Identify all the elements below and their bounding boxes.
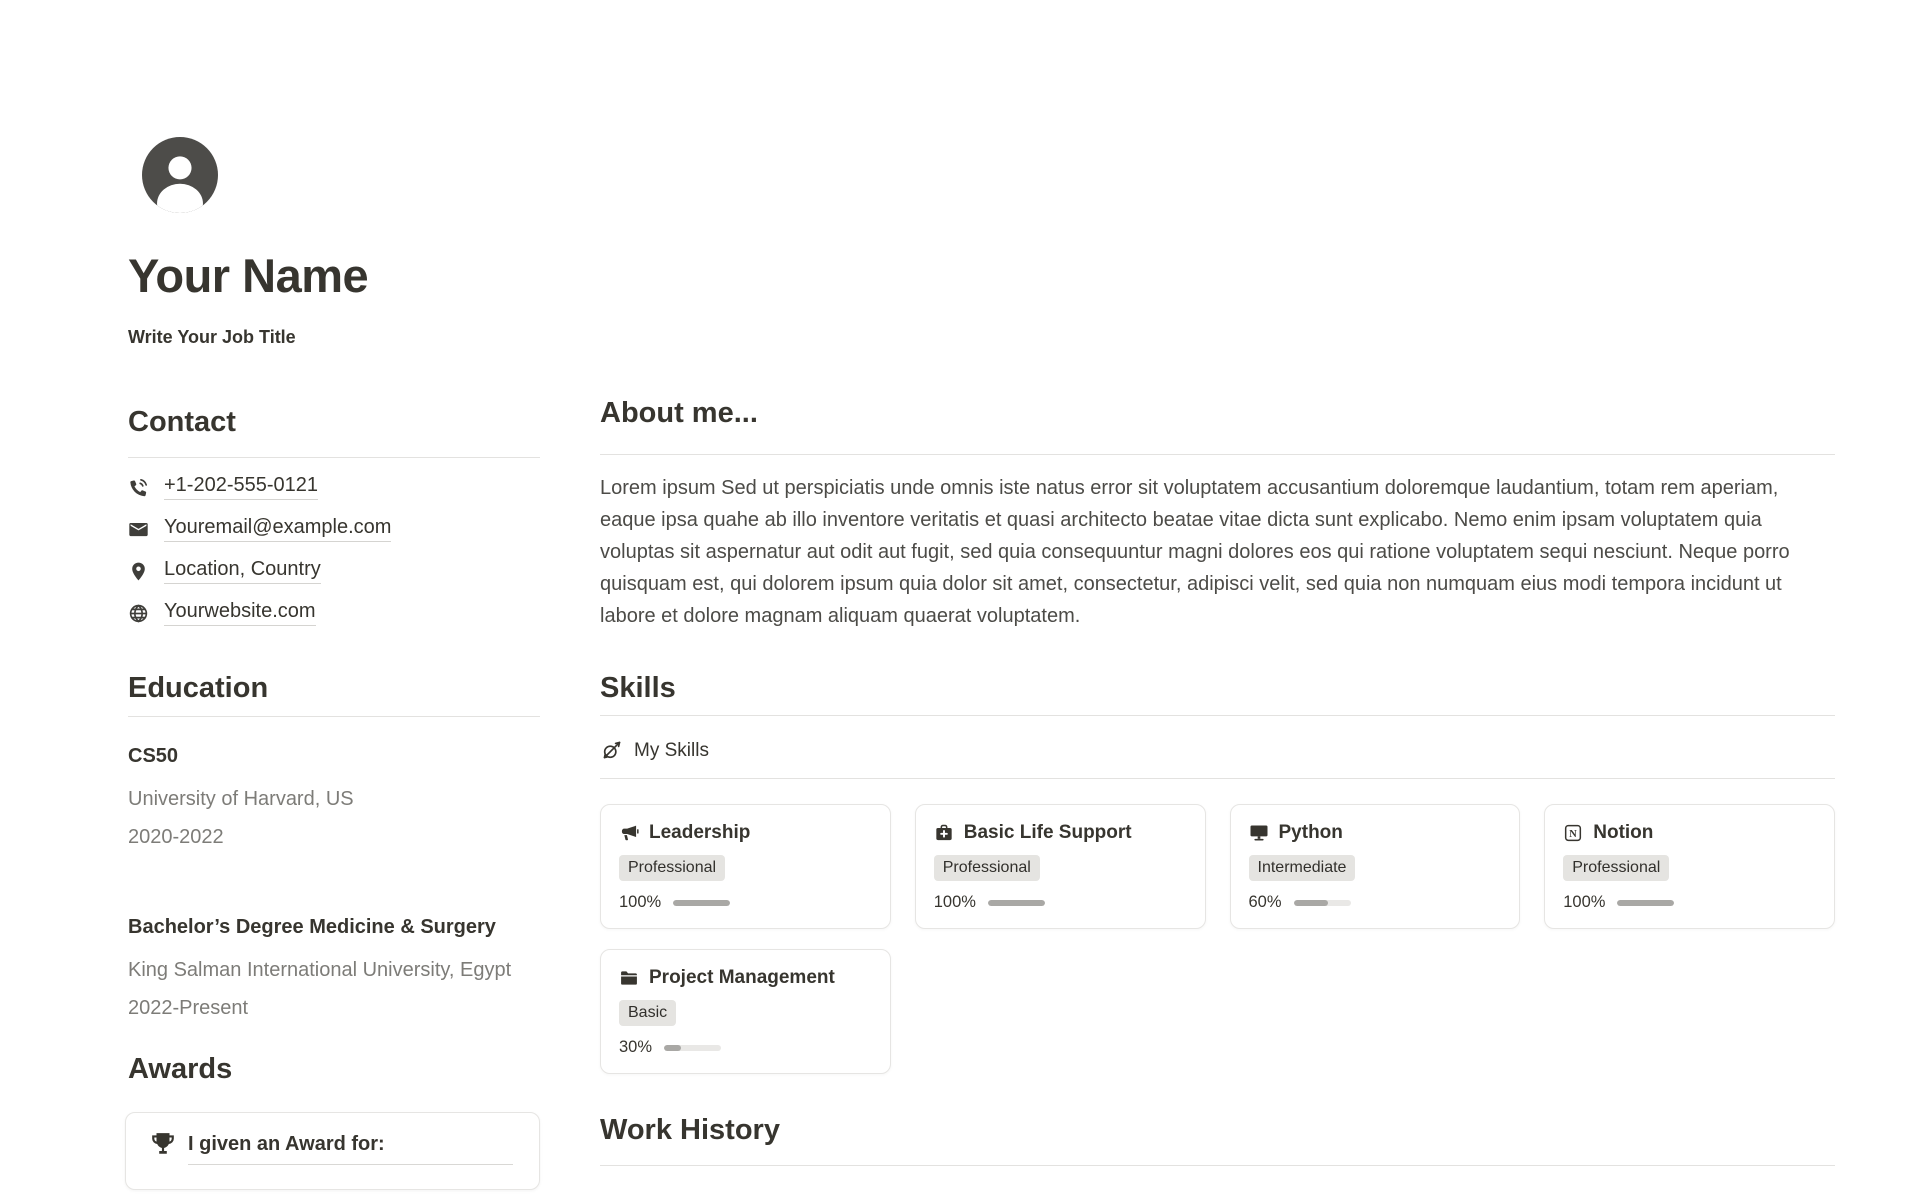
education-dates: 2022-Present (128, 997, 249, 1019)
skill-card[interactable] (915, 804, 1206, 929)
skill-title-row (619, 821, 872, 845)
about-text: Lorem ipsum Sed ut perspiciatis unde omnis iste natus error sit voluptatem accusantium doloremque laudantium, totam rem aperiam, eaque ipsa quahe ab illo inventore veritatis et quasi architecto beatae vitae dicta sunt explicabo. Nemo enim ipsam voluptatem quia voluptas sit aspernatur aut odit aut fugit, sed quia consequuntur magni dolores eos qui ratione voluptatem sequi nesciunt. Neque porro quisquam est, qui dolorem ipsum quia dolor sit amet, consectetur, adipisci velit, sed quia non numquam eius modi tempora incidunt ut labore et dolore magnam aliquam quaerat voluptatem. (600, 477, 1790, 627)
skill-percent-row (619, 893, 872, 912)
megaphone-icon (619, 823, 639, 843)
skill-title-row (619, 966, 872, 990)
skill-card[interactable] (600, 804, 891, 929)
skill-name: Python (1278, 822, 1343, 843)
skill-card[interactable] (600, 949, 891, 1074)
education-school: University of Harvard, US (128, 788, 354, 810)
education-degree: Bachelor’s Degree Medicine & Surgery (128, 916, 496, 938)
divider (600, 454, 1835, 455)
skills-heading: Skills (600, 672, 676, 704)
left-column (128, 137, 540, 1190)
trophy-icon (150, 1131, 176, 1157)
progress-bar (664, 1045, 721, 1051)
skill-name: Project Management (649, 967, 835, 988)
about-heading: About me... (600, 397, 758, 429)
skill-percent-row (619, 1038, 872, 1057)
skill-title-row (1249, 821, 1502, 845)
education-heading: Education (128, 672, 269, 704)
email-icon (128, 519, 149, 540)
contact-item (128, 558, 540, 584)
education-list (128, 743, 540, 1021)
skills-group-toggle[interactable] (600, 740, 1835, 762)
divider (128, 716, 540, 717)
skill-percent: 100% (933, 893, 976, 911)
divider (600, 715, 1835, 716)
skill-percent-row (1563, 893, 1816, 912)
education-entry (128, 914, 540, 1021)
progress-bar (1617, 900, 1674, 906)
skill-level-tag: Professional (934, 855, 1040, 881)
progress-bar (673, 900, 730, 906)
phone-icon (128, 477, 149, 498)
progress-bar-fill (988, 900, 1045, 906)
right-column (600, 395, 1835, 1190)
divider (600, 778, 1835, 779)
progress-bar-fill (1294, 900, 1328, 906)
skill-card[interactable] (1230, 804, 1521, 929)
education-degree: CS50 (128, 745, 179, 767)
skill-percent: 60% (1248, 893, 1282, 911)
contact-list (128, 474, 540, 626)
progress-bar-fill (664, 1045, 681, 1051)
divider (128, 457, 540, 458)
notion-logo-icon (1563, 823, 1583, 843)
skill-level-tag: Basic (619, 1000, 676, 1026)
contact-link[interactable]: +1-202-555-0121 (164, 474, 318, 500)
skill-name: Notion (1593, 822, 1654, 843)
contact-heading: Contact (128, 406, 236, 438)
desktop-computer-icon (1249, 823, 1269, 843)
person-icon (142, 137, 218, 213)
page-title: Your Name (128, 249, 369, 302)
award-label: I given an Award for: (188, 1132, 385, 1155)
contact-link[interactable]: Youremail@example.com (164, 516, 391, 542)
education-entry (128, 743, 540, 850)
dart-icon (600, 740, 622, 762)
skill-level-tag: Intermediate (1249, 855, 1356, 881)
skill-percent: 100% (1563, 893, 1606, 911)
skill-card[interactable] (1544, 804, 1835, 929)
contact-item (128, 516, 540, 542)
award-card[interactable] (125, 1112, 540, 1190)
skill-title-row (934, 821, 1187, 845)
skill-tag-row (1563, 855, 1816, 881)
award-blank-line (188, 1164, 513, 1165)
job-title: Write Your Job Title (128, 327, 296, 347)
work-history-heading: Work History (600, 1114, 780, 1146)
contact-item (128, 474, 540, 500)
skills-group-label: My Skills (634, 740, 709, 761)
skill-percent-row (1249, 893, 1502, 912)
education-school: King Salman International University, Egypt (128, 959, 512, 981)
skill-tag-row (619, 855, 872, 881)
skill-percent: 100% (619, 893, 662, 911)
contact-link[interactable]: Yourwebsite.com (164, 600, 316, 626)
awards-heading: Awards (128, 1053, 233, 1085)
progress-bar-fill (1617, 900, 1674, 906)
progress-bar (1294, 900, 1351, 906)
contact-item (128, 600, 540, 626)
award-row (150, 1131, 515, 1157)
skill-tag-row (1249, 855, 1502, 881)
first-aid-kit-icon (934, 823, 954, 843)
skill-name: Leadership (649, 822, 751, 843)
progress-bar-fill (673, 900, 730, 906)
contact-link[interactable]: Location, Country (164, 558, 321, 584)
globe-icon (128, 603, 149, 624)
divider (600, 1165, 1835, 1166)
skill-percent-row (934, 893, 1187, 912)
education-dates: 2020-2022 (128, 826, 224, 848)
avatar[interactable] (142, 137, 218, 213)
folder-icon (619, 968, 639, 988)
location-pin-icon (128, 561, 149, 582)
skill-name: Basic Life Support (963, 822, 1132, 843)
progress-bar (988, 900, 1045, 906)
skill-title-row (1563, 821, 1816, 845)
skill-percent: 30% (619, 1038, 653, 1056)
svg-text:N: N (1569, 828, 1578, 840)
skill-level-tag: Professional (1563, 855, 1669, 881)
skill-level-tag: Professional (619, 855, 725, 881)
skill-tag-row (619, 1000, 872, 1026)
skill-cards (600, 804, 1835, 1074)
skill-tag-row (934, 855, 1187, 881)
